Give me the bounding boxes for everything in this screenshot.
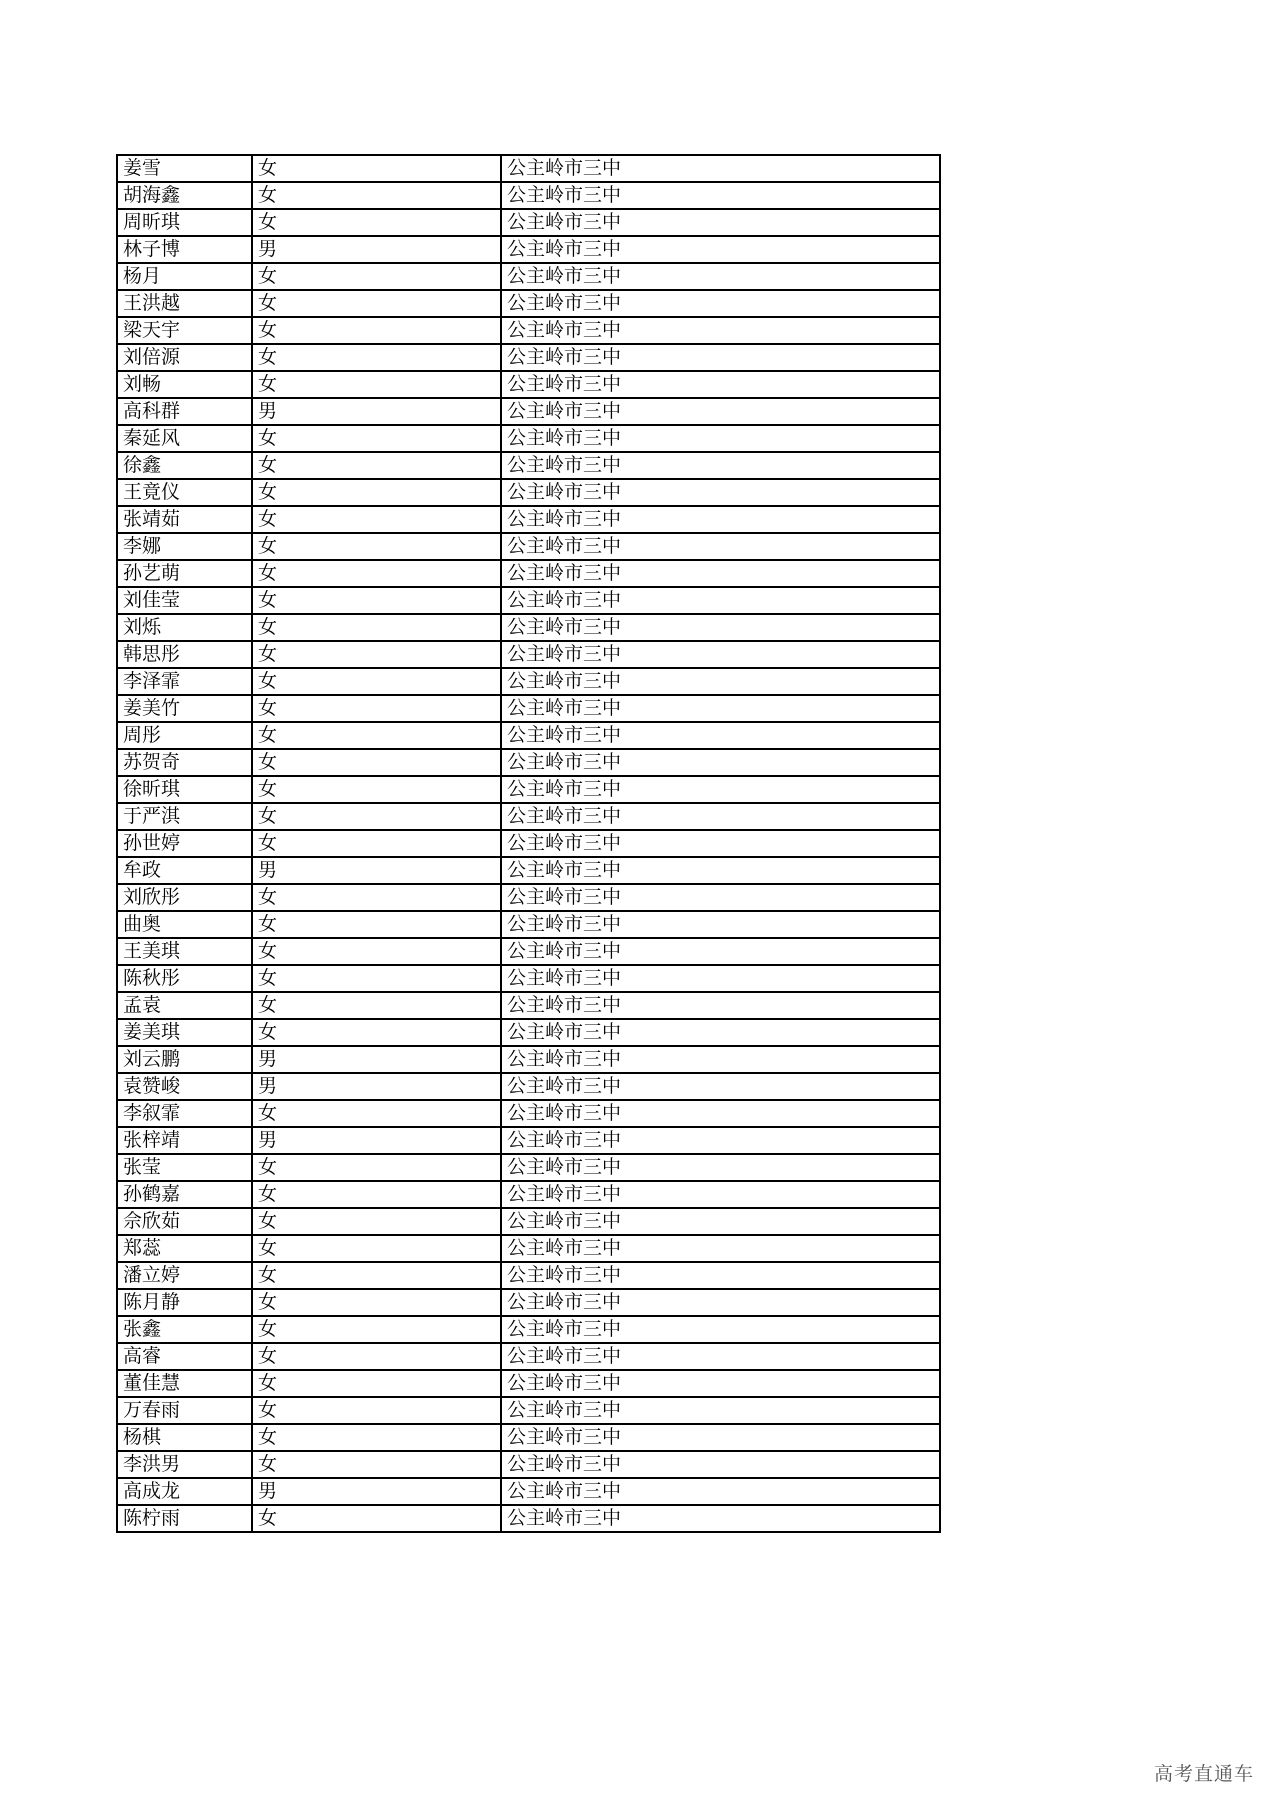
name-cell: 周昕琪 bbox=[117, 209, 252, 236]
gender-cell: 女 bbox=[252, 371, 501, 398]
gender-cell: 女 bbox=[252, 344, 501, 371]
school-cell: 公主岭市三中 bbox=[501, 1289, 940, 1316]
gender-cell: 女 bbox=[252, 155, 501, 182]
table-row bbox=[117, 911, 940, 938]
gender-cell: 女 bbox=[252, 911, 501, 938]
gender-cell: 女 bbox=[252, 1505, 501, 1532]
school-cell: 公主岭市三中 bbox=[501, 614, 940, 641]
gender-cell: 女 bbox=[252, 1262, 501, 1289]
name-cell: 高成龙 bbox=[117, 1478, 252, 1505]
name-cell: 于严淇 bbox=[117, 803, 252, 830]
table-row bbox=[117, 1262, 940, 1289]
table-row bbox=[117, 533, 940, 560]
name-cell: 牟政 bbox=[117, 857, 252, 884]
name-cell: 林子博 bbox=[117, 236, 252, 263]
name-cell: 姜美琪 bbox=[117, 1019, 252, 1046]
school-cell: 公主岭市三中 bbox=[501, 857, 940, 884]
table-row bbox=[117, 1478, 940, 1505]
name-cell: 陈柠雨 bbox=[117, 1505, 252, 1532]
gender-cell: 女 bbox=[252, 641, 501, 668]
gender-cell: 女 bbox=[252, 938, 501, 965]
gender-cell: 女 bbox=[252, 1154, 501, 1181]
table-row bbox=[117, 722, 940, 749]
gender-cell: 女 bbox=[252, 1181, 501, 1208]
school-cell: 公主岭市三中 bbox=[501, 938, 940, 965]
name-cell: 徐鑫 bbox=[117, 452, 252, 479]
gender-cell: 男 bbox=[252, 1073, 501, 1100]
table-row bbox=[117, 182, 940, 209]
school-cell: 公主岭市三中 bbox=[501, 1397, 940, 1424]
name-cell: 高科群 bbox=[117, 398, 252, 425]
gender-cell: 女 bbox=[252, 425, 501, 452]
gender-cell: 女 bbox=[252, 1316, 501, 1343]
name-cell: 曲奥 bbox=[117, 911, 252, 938]
school-cell: 公主岭市三中 bbox=[501, 155, 940, 182]
table-row bbox=[117, 1451, 940, 1478]
school-cell: 公主岭市三中 bbox=[501, 290, 940, 317]
name-cell: 王美琪 bbox=[117, 938, 252, 965]
school-cell: 公主岭市三中 bbox=[501, 803, 940, 830]
name-cell: 苏贺奇 bbox=[117, 749, 252, 776]
gender-cell: 女 bbox=[252, 1289, 501, 1316]
school-cell: 公主岭市三中 bbox=[501, 344, 940, 371]
school-cell: 公主岭市三中 bbox=[501, 992, 940, 1019]
watermark-text: 高考直通车 bbox=[1153, 1763, 1254, 1785]
table-row bbox=[117, 236, 940, 263]
name-cell: 刘畅 bbox=[117, 371, 252, 398]
table-row bbox=[117, 1505, 940, 1532]
school-cell: 公主岭市三中 bbox=[501, 1424, 940, 1451]
school-cell: 公主岭市三中 bbox=[501, 1370, 940, 1397]
school-cell: 公主岭市三中 bbox=[501, 1343, 940, 1370]
roster-body bbox=[117, 155, 940, 1532]
school-cell: 公主岭市三中 bbox=[501, 182, 940, 209]
name-cell: 刘倍源 bbox=[117, 344, 252, 371]
gender-cell: 女 bbox=[252, 965, 501, 992]
school-cell: 公主岭市三中 bbox=[501, 749, 940, 776]
table-row bbox=[117, 641, 940, 668]
gender-cell: 女 bbox=[252, 830, 501, 857]
table-row bbox=[117, 1181, 940, 1208]
name-cell: 李洪男 bbox=[117, 1451, 252, 1478]
gender-cell: 女 bbox=[252, 587, 501, 614]
school-cell: 公主岭市三中 bbox=[501, 965, 940, 992]
school-cell: 公主岭市三中 bbox=[501, 587, 940, 614]
gender-cell: 女 bbox=[252, 668, 501, 695]
table-row bbox=[117, 1316, 940, 1343]
name-cell: 佘欣茹 bbox=[117, 1208, 252, 1235]
gender-cell: 女 bbox=[252, 290, 501, 317]
name-cell: 孟袁 bbox=[117, 992, 252, 1019]
gender-cell: 女 bbox=[252, 992, 501, 1019]
school-cell: 公主岭市三中 bbox=[501, 1451, 940, 1478]
name-cell: 胡海鑫 bbox=[117, 182, 252, 209]
name-cell: 张鑫 bbox=[117, 1316, 252, 1343]
gender-cell: 女 bbox=[252, 1343, 501, 1370]
name-cell: 张靖茹 bbox=[117, 506, 252, 533]
name-cell: 周彤 bbox=[117, 722, 252, 749]
table-row bbox=[117, 155, 940, 182]
school-cell: 公主岭市三中 bbox=[501, 425, 940, 452]
gender-cell: 女 bbox=[252, 560, 501, 587]
name-cell: 秦延风 bbox=[117, 425, 252, 452]
table-row bbox=[117, 425, 940, 452]
table-row bbox=[117, 1100, 940, 1127]
school-cell: 公主岭市三中 bbox=[501, 1478, 940, 1505]
school-cell: 公主岭市三中 bbox=[501, 398, 940, 425]
name-cell: 张梓靖 bbox=[117, 1127, 252, 1154]
name-cell: 袁赞峻 bbox=[117, 1073, 252, 1100]
name-cell: 刘佳莹 bbox=[117, 587, 252, 614]
name-cell: 郑蕊 bbox=[117, 1235, 252, 1262]
name-cell: 刘欣彤 bbox=[117, 884, 252, 911]
table-row bbox=[117, 614, 940, 641]
school-cell: 公主岭市三中 bbox=[501, 317, 940, 344]
name-cell: 高睿 bbox=[117, 1343, 252, 1370]
table-row bbox=[117, 668, 940, 695]
table-row bbox=[117, 1424, 940, 1451]
school-cell: 公主岭市三中 bbox=[501, 884, 940, 911]
table-row bbox=[117, 1235, 940, 1262]
table-row bbox=[117, 803, 940, 830]
table-row bbox=[117, 290, 940, 317]
school-cell: 公主岭市三中 bbox=[501, 722, 940, 749]
gender-cell: 女 bbox=[252, 452, 501, 479]
name-cell: 孙鹤嘉 bbox=[117, 1181, 252, 1208]
school-cell: 公主岭市三中 bbox=[501, 776, 940, 803]
school-cell: 公主岭市三中 bbox=[501, 668, 940, 695]
school-cell: 公主岭市三中 bbox=[501, 1208, 940, 1235]
table-row bbox=[117, 398, 940, 425]
name-cell: 陈月静 bbox=[117, 1289, 252, 1316]
table-row bbox=[117, 1073, 940, 1100]
gender-cell: 女 bbox=[252, 1397, 501, 1424]
school-cell: 公主岭市三中 bbox=[501, 1316, 940, 1343]
gender-cell: 男 bbox=[252, 1478, 501, 1505]
name-cell: 万春雨 bbox=[117, 1397, 252, 1424]
table-row bbox=[117, 479, 940, 506]
table-row bbox=[117, 749, 940, 776]
gender-cell: 女 bbox=[252, 695, 501, 722]
gender-cell: 女 bbox=[252, 803, 501, 830]
school-cell: 公主岭市三中 bbox=[501, 236, 940, 263]
gender-cell: 女 bbox=[252, 263, 501, 290]
school-cell: 公主岭市三中 bbox=[501, 560, 940, 587]
name-cell: 潘立婷 bbox=[117, 1262, 252, 1289]
gender-cell: 女 bbox=[252, 614, 501, 641]
gender-cell: 女 bbox=[252, 749, 501, 776]
table-row bbox=[117, 344, 940, 371]
table-row bbox=[117, 452, 940, 479]
name-cell: 李叙霏 bbox=[117, 1100, 252, 1127]
school-cell: 公主岭市三中 bbox=[501, 641, 940, 668]
name-cell: 王竟仪 bbox=[117, 479, 252, 506]
gender-cell: 男 bbox=[252, 398, 501, 425]
school-cell: 公主岭市三中 bbox=[501, 695, 940, 722]
name-cell: 杨棋 bbox=[117, 1424, 252, 1451]
gender-cell: 女 bbox=[252, 1100, 501, 1127]
gender-cell: 女 bbox=[252, 1235, 501, 1262]
name-cell: 王洪越 bbox=[117, 290, 252, 317]
table-row bbox=[117, 1289, 940, 1316]
table-row bbox=[117, 965, 940, 992]
gender-cell: 男 bbox=[252, 236, 501, 263]
table-row bbox=[117, 695, 940, 722]
gender-cell: 女 bbox=[252, 479, 501, 506]
name-cell: 孙艺萌 bbox=[117, 560, 252, 587]
name-cell: 刘烁 bbox=[117, 614, 252, 641]
name-cell: 徐昕琪 bbox=[117, 776, 252, 803]
gender-cell: 女 bbox=[252, 209, 501, 236]
gender-cell: 女 bbox=[252, 506, 501, 533]
name-cell: 梁天宇 bbox=[117, 317, 252, 344]
gender-cell: 女 bbox=[252, 1019, 501, 1046]
table-row bbox=[117, 884, 940, 911]
school-cell: 公主岭市三中 bbox=[501, 830, 940, 857]
school-cell: 公主岭市三中 bbox=[501, 371, 940, 398]
name-cell: 韩思彤 bbox=[117, 641, 252, 668]
table-row bbox=[117, 371, 940, 398]
school-cell: 公主岭市三中 bbox=[501, 1073, 940, 1100]
school-cell: 公主岭市三中 bbox=[501, 1154, 940, 1181]
name-cell: 董佳慧 bbox=[117, 1370, 252, 1397]
student-roster-table bbox=[116, 154, 941, 1533]
name-cell: 李娜 bbox=[117, 533, 252, 560]
name-cell: 陈秋彤 bbox=[117, 965, 252, 992]
school-cell: 公主岭市三中 bbox=[501, 1235, 940, 1262]
table-row bbox=[117, 587, 940, 614]
name-cell: 李泽霏 bbox=[117, 668, 252, 695]
table-row bbox=[117, 1046, 940, 1073]
school-cell: 公主岭市三中 bbox=[501, 452, 940, 479]
table-row bbox=[117, 1343, 940, 1370]
gender-cell: 女 bbox=[252, 1370, 501, 1397]
table-row bbox=[117, 830, 940, 857]
school-cell: 公主岭市三中 bbox=[501, 1181, 940, 1208]
gender-cell: 男 bbox=[252, 1046, 501, 1073]
table-row bbox=[117, 1397, 940, 1424]
name-cell: 张莹 bbox=[117, 1154, 252, 1181]
school-cell: 公主岭市三中 bbox=[501, 506, 940, 533]
school-cell: 公主岭市三中 bbox=[501, 1019, 940, 1046]
school-cell: 公主岭市三中 bbox=[501, 911, 940, 938]
gender-cell: 女 bbox=[252, 533, 501, 560]
gender-cell: 女 bbox=[252, 884, 501, 911]
gender-cell: 男 bbox=[252, 857, 501, 884]
gender-cell: 女 bbox=[252, 776, 501, 803]
school-cell: 公主岭市三中 bbox=[501, 533, 940, 560]
gender-cell: 女 bbox=[252, 317, 501, 344]
table-row bbox=[117, 560, 940, 587]
school-cell: 公主岭市三中 bbox=[501, 209, 940, 236]
gender-cell: 女 bbox=[252, 1208, 501, 1235]
table-row bbox=[117, 209, 940, 236]
table-row bbox=[117, 1154, 940, 1181]
table-row bbox=[117, 776, 940, 803]
school-cell: 公主岭市三中 bbox=[501, 1046, 940, 1073]
school-cell: 公主岭市三中 bbox=[501, 479, 940, 506]
gender-cell: 女 bbox=[252, 1451, 501, 1478]
school-cell: 公主岭市三中 bbox=[501, 1262, 940, 1289]
school-cell: 公主岭市三中 bbox=[501, 1505, 940, 1532]
table-row bbox=[117, 1208, 940, 1235]
table-row bbox=[117, 938, 940, 965]
table-row bbox=[117, 317, 940, 344]
table-row bbox=[117, 263, 940, 290]
name-cell: 姜美竹 bbox=[117, 695, 252, 722]
table-row bbox=[117, 992, 940, 1019]
table-row bbox=[117, 1019, 940, 1046]
table-row bbox=[117, 1370, 940, 1397]
gender-cell: 女 bbox=[252, 182, 501, 209]
name-cell: 刘云鹏 bbox=[117, 1046, 252, 1073]
name-cell: 姜雪 bbox=[117, 155, 252, 182]
table-row bbox=[117, 506, 940, 533]
table-row bbox=[117, 1127, 940, 1154]
name-cell: 杨月 bbox=[117, 263, 252, 290]
gender-cell: 女 bbox=[252, 722, 501, 749]
gender-cell: 女 bbox=[252, 1424, 501, 1451]
table-row bbox=[117, 857, 940, 884]
name-cell: 孙世婷 bbox=[117, 830, 252, 857]
school-cell: 公主岭市三中 bbox=[501, 263, 940, 290]
school-cell: 公主岭市三中 bbox=[501, 1127, 940, 1154]
gender-cell: 男 bbox=[252, 1127, 501, 1154]
school-cell: 公主岭市三中 bbox=[501, 1100, 940, 1127]
